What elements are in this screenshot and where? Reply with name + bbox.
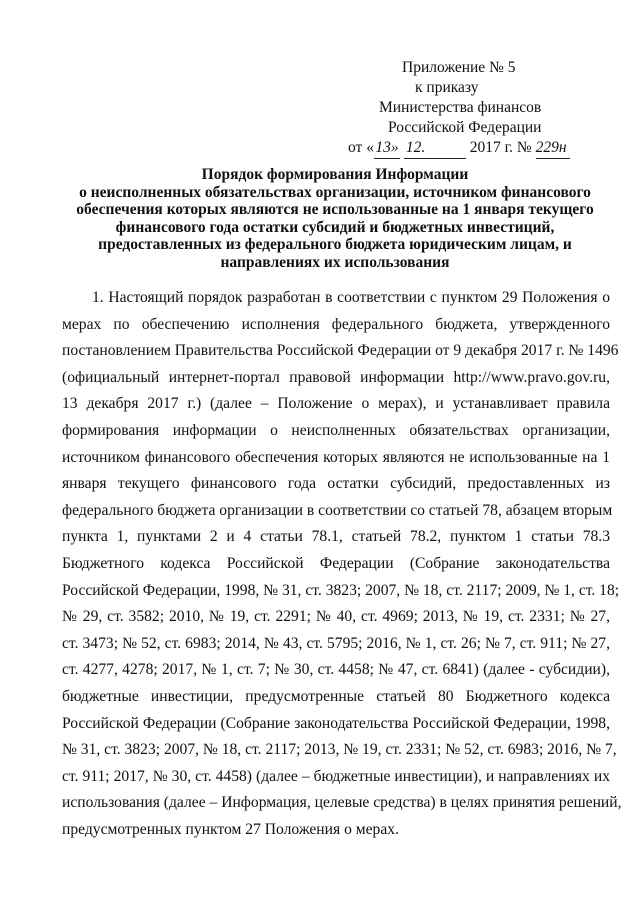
date-month-handwritten: 12.	[404, 138, 466, 159]
appendix-header	[340, 58, 600, 159]
body-line: ст. 4277, 4278; 2017, № 1, ст. 7; № 30, ст. 4458; № 47, ст. 6841) (далее - субсидии),	[62, 661, 610, 679]
body-line: использования (далее – Информация, целевые средства) в целях принятия решений,	[62, 794, 622, 812]
appendix-date-line	[340, 138, 600, 159]
title-line: предоставленных из федерального бюджета юридическим лицам, и	[98, 236, 572, 254]
title-line: обеспечения которых являются не использованные на 1 января текущего	[76, 201, 594, 219]
title-line: Порядок формирования Информации	[201, 166, 469, 183]
body-line: формирования информации о неисполненных обязательствах организации,	[62, 421, 610, 439]
title-line: о неисполненных обязательствах организации, источником финансового	[79, 183, 591, 201]
body-line: мерах по обеспечению исполнения федерального бюджета, утвержденного	[62, 315, 610, 333]
title-line: финансового года остатки субсидий и бюджетных инвестиций,	[115, 218, 555, 236]
body-line: источником финансового обеспечения которых являются не использованные на 1	[62, 448, 610, 466]
body-line: Бюджетного кодекса Российской Федерации (Собрание законодательства	[62, 554, 610, 572]
appendix-number: Приложение № 5	[402, 59, 516, 76]
date-day-handwritten: 13»	[374, 138, 400, 159]
body-line: постановлением Правительства Российской Федерации от 9 декабря 2017 г. № 1496	[62, 342, 619, 360]
date-year: 2017 г. №	[469, 139, 532, 156]
body-line: Российской Федерации (Собрание законодательства Российской Федерации, 1998,	[62, 714, 610, 732]
title-line: направлениях их использования	[220, 253, 450, 271]
date-prefix: от «	[348, 139, 374, 156]
document-body-paragraph	[62, 285, 622, 843]
appendix-country: Российской Федерации	[388, 119, 542, 136]
body-line: Российской Федерации, 1998, № 31, ст. 3823; 2007, № 18, ст. 2117; 2009, № 1, ст. 18;	[62, 581, 620, 599]
appendix-ministry: Министерства финансов	[379, 99, 542, 116]
body-line: № 29, ст. 3582; 2010, № 19, ст. 2291; № 40, ст. 4969; 2013, № 19, ст. 2331; № 27,	[62, 608, 610, 626]
appendix-order-ref: к приказу	[415, 79, 479, 96]
body-line: января текущего финансового года остатки субсидий, предоставленных из	[62, 475, 610, 493]
body-line: 1. Настоящий порядок разработан в соответствии с пунктом 29 Положения о	[92, 289, 610, 306]
body-line: предусмотренных пунктом 27 Положения о мерах.	[62, 820, 399, 838]
document-title	[60, 166, 610, 272]
body-line: бюджетные инвестиции, предусмотренные статьей 80 Бюджетного кодекса	[62, 687, 610, 705]
body-line: № 31, ст. 3823; 2007, № 18, ст. 2117; 2013, № 19, ст. 2331; № 52, ст. 6983; 2016, № 7,	[62, 741, 617, 759]
body-line: (официальный интернет-портал правовой информации http://www.pravo.gov.ru,	[62, 368, 610, 386]
body-line: 13 декабря 2017 г.) (далее – Положение о мерах), и устанавливает правила	[62, 395, 610, 413]
order-number-handwritten: 229н	[536, 138, 570, 159]
body-line: пункта 1, пунктами 2 и 4 статьи 78.1, статьей 78.2, пунктом 1 статьи 78.3	[62, 528, 610, 546]
body-line: ст. 3473; № 52, ст. 6983; 2014, № 43, ст. 5795; 2016, № 1, ст. 26; № 7, ст. 911; № 27,	[62, 634, 610, 652]
body-line: федерального бюджета организации в соответствии со статьей 78, абзацем вторым	[62, 501, 613, 519]
body-line: ст. 911; 2017, № 30, ст. 4458) (далее – бюджетные инвестиции), и направлениях их	[62, 767, 610, 785]
